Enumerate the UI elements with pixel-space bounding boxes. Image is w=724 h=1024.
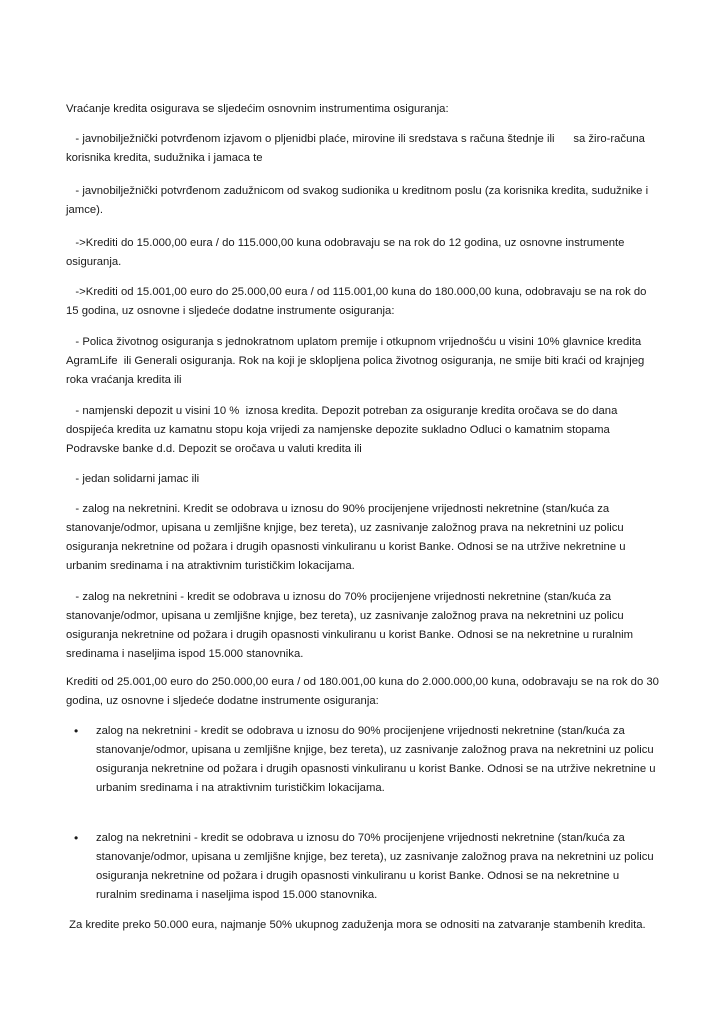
- closing-paragraph: Za kredite preko 50.000 eura, najmanje 50% ukupnog zaduženja mora se odnositi na zatvaranje stambenih kredita.: [66, 919, 646, 931]
- krediti-25001-250000: Krediti od 25.001,00 euro do 250.000,00 eura / od 180.001,00 kuna do 2.000.000,00 kuna, odobravaju se na rok do 30 godina, uz osnovne i sljedeće dodatne instrumente osiguranja:: [66, 676, 659, 707]
- polica-zivotnog-osiguranja: - Polica životnog osiguranja s jednokratnom uplatom premije i otkupnom vrijednošću u visini 10% glavnice kredita AgramLife ili Generali osiguranja. Rok na koji je sklopljena polica životnog osiguranja, ne smije biti kraći od krajnjeg roka vraćanja kredita ili: [66, 336, 648, 386]
- instrument-izjava: - javnobilježnički potvrđenom izjavom o pljenidbi plaće, mirovine ili sredstava s računa štednje ili sa žiro-računa korisnika kredita, sudužnika i jamaca te: [66, 133, 649, 164]
- bullet-text: zalog na nekretnini - kredit se odobrava u iznosu do 90% procijenjene vrijednosti nekretnine (stan/kuća za stanovanje/odmor, upisana u zemljišne knjige, bez tereta), uz zasnivanje založnog prava na nekretnini uz policu osiguranja nekretnine od požara i drugih opasnosti vinkuliranu u korist Banke. Odnosi se na utržive nekretnine u urbanim sredinama i na atraktivnim turističkim lokacijama.: [96, 725, 656, 794]
- bullet-dot: •: [74, 724, 79, 738]
- bullet-dot: •: [74, 831, 79, 845]
- instrument-zaduznica: - javnobilježnički potvrđenom zadužnicom od svakog sudionika u kreditnom poslu (za korisnika kredita, sudužnike i jamce).: [66, 185, 652, 216]
- krediti-15001-25000: ->Krediti od 15.001,00 euro do 25.000,00 eura / od 115.001,00 kuna do 180.000,00 kuna, odobravaju se na rok do 15 godina, uz osnovne i sljedeće dodatne instrumente osiguranja:: [66, 286, 650, 317]
- namjenski-depozit: - namjenski depozit u visini 10 % iznosa kredita. Depozit potreban za osiguranje kredita oročava se do dana dospijeća kredita uz kamatnu stopu koja vrijedi za namjenske depozite sukladno Odluci o kamatnim stopama Podravske banke d.d. Depozit se oročava u valuti kredita ili: [66, 405, 621, 455]
- zalog-90-posto: - zalog na nekretnini. Kredit se odobrava u iznosu do 90% procijenjene vrijednosti nekretnine (stan/kuća za stanovanje/odmor, upisana u zemljišne knjige, bez tereta), uz zasnivanje založnog prava na nekretnini uz policu osiguranja nekretnine od požara i drugih opasnosti vinkuliranu u korist Banke. Odnosi se na utržive nekretnine u urbanim sredinama i na atraktivnim turističkim lokacijama.: [66, 503, 629, 572]
- solidarni-jamac: - jedan solidarni jamac ili: [66, 473, 200, 485]
- bullet-item-zalog-70: [74, 829, 658, 905]
- intro-paragraph: Vraćanje kredita osigurava se sljedećim osnovnim instrumentima osiguranja:: [66, 103, 449, 115]
- bullet-text: zalog na nekretnini - kredit se odobrava u iznosu do 70% procijenjene vrijednosti nekretnine (stan/kuća za stanovanje/odmor, upisana u zemljišne knjige, bez tereta), uz zasnivanje založnog prava na nekretnini uz policu osiguranja nekretnine od požara i drugih opasnosti vinkuliranu u korist Banke. Odnosi se na nekretnine u ruralnim sredinama i naseljima ispod 15.000 stanovnika.: [96, 832, 654, 901]
- krediti-do-15000: ->Krediti do 15.000,00 eura / do 115.000,00 kuna odobravaju se na rok do 12 godina, uz osnovne instrumente osiguranja.: [66, 237, 628, 268]
- zalog-70-posto: - zalog na nekretnini - kredit se odobrava u iznosu do 70% procijenjene vrijednosti nekretnine (stan/kuća za stanovanje/odmor, upisana u zemljišne knjige, bez tereta), uz zasnivanje založnog prava na nekretnini uz policu osiguranja nekretnine od požara i drugih opasnosti vinkuliranu u korist Banke. Odnosi se na nekretnine u ruralnim sredinama i naseljima ispod 15.000 stanovnika.: [66, 591, 637, 660]
- bullet-item-zalog-90: [74, 722, 658, 798]
